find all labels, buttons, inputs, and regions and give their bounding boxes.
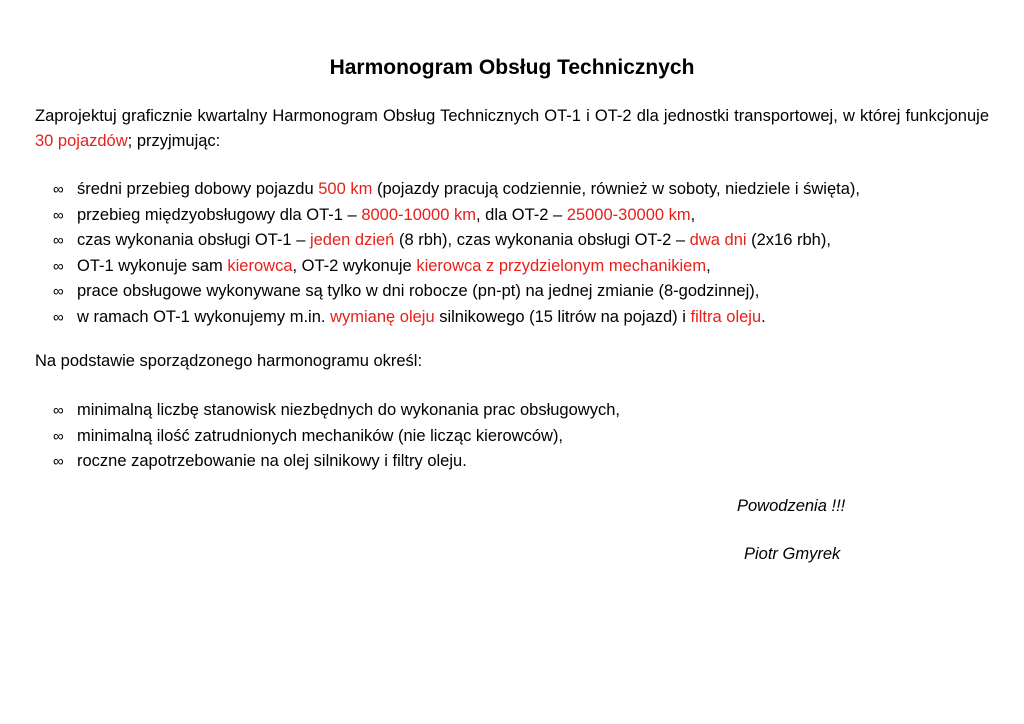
item-text: . xyxy=(761,307,766,326)
item-highlight: dwa dni xyxy=(689,231,747,249)
author-signature: Piotr Gmyrek xyxy=(744,545,841,563)
infinity-bullet-icon: ∞ xyxy=(53,206,64,224)
item-highlight: jeden dzień xyxy=(309,231,395,249)
item-text: prace obsługowe wykonywane są tylko w dni robocze (pn-pt) na jednej zmianie (8-godzinnej), xyxy=(77,282,760,300)
list-item xyxy=(53,228,993,254)
list-item xyxy=(53,203,993,229)
intro-text-1: Zaprojektuj graficznie kwartalny Harmonogram Obsług Technicznych OT-1 i OT-2 dla jednostki transportowej, w której funkcjonuje xyxy=(35,107,989,125)
list-item xyxy=(53,398,993,424)
list-item xyxy=(53,305,993,331)
infinity-bullet-icon: ∞ xyxy=(53,402,64,419)
infinity-bullet-icon: ∞ xyxy=(53,257,64,275)
item-highlight: wymianę oleju xyxy=(330,307,435,326)
infinity-bullet-icon: ∞ xyxy=(53,308,64,326)
infinity-bullet-icon: ∞ xyxy=(53,427,64,445)
item-highlight: kierowca xyxy=(227,256,293,275)
item-text: , OT-2 wykonuje xyxy=(292,256,417,275)
vehicle-count: 30 pojazdów xyxy=(35,132,128,150)
closing-text: Powodzenia !!! xyxy=(737,497,846,515)
infinity-bullet-icon: ∞ xyxy=(53,283,64,300)
item-text: (8 rbh), czas wykonania obsługi OT-2 – xyxy=(394,231,690,249)
list-item xyxy=(53,177,993,203)
item-text: (2x16 rbh), xyxy=(746,231,831,249)
intro-paragraph xyxy=(35,104,989,154)
item-text: , xyxy=(706,256,711,275)
list-item xyxy=(53,254,993,280)
item-highlight: 500 km xyxy=(318,180,373,198)
assumptions-list xyxy=(53,177,993,330)
item-text: minimalną ilość zatrudnionych mechaników (nie licząc kierowców), xyxy=(77,426,564,445)
item-text: , dla OT-2 – xyxy=(475,205,567,224)
list-item xyxy=(53,279,993,305)
infinity-bullet-icon: ∞ xyxy=(53,232,64,249)
infinity-bullet-icon: ∞ xyxy=(53,181,64,198)
item-text: czas wykonania obsługi OT-1 – xyxy=(77,231,310,249)
item-highlight: kierowca z przydzielonym mechanikiem xyxy=(416,256,707,275)
document-title: Harmonogram Obsług Technicznych xyxy=(329,56,695,79)
item-text: w ramach OT-1 wykonujemy m.in. xyxy=(77,307,331,326)
item-text: (pojazdy pracują codziennie, również w soboty, niedziele i święta), xyxy=(372,180,860,198)
item-highlight: filtra oleju xyxy=(690,307,762,326)
item-highlight: 25000-30000 km xyxy=(566,205,691,224)
list-item xyxy=(53,424,993,450)
item-text: , xyxy=(690,205,696,224)
item-text: roczne zapotrzebowanie na olej silnikowy i filtry oleju. xyxy=(77,452,467,470)
item-text: minimalną liczbę stanowisk niezbędnych do wykonania prac obsługowych, xyxy=(77,401,620,419)
item-text: przebieg międzyobsługowy dla OT-1 – xyxy=(77,205,362,224)
infinity-bullet-icon: ∞ xyxy=(53,453,64,470)
item-highlight: 8000-10000 km xyxy=(361,205,476,224)
item-text: średni przebieg dobowy pojazdu xyxy=(77,180,319,198)
list-item xyxy=(53,449,993,475)
item-text: OT-1 wykonuje sam xyxy=(77,256,228,275)
task-intro: Na podstawie sporządzonego harmonogramu określ: xyxy=(35,352,423,370)
tasks-list xyxy=(53,398,993,475)
item-text: silnikowego (15 litrów na pojazd) i xyxy=(434,307,691,326)
intro-text-2: ; przyjmując: xyxy=(127,132,221,150)
